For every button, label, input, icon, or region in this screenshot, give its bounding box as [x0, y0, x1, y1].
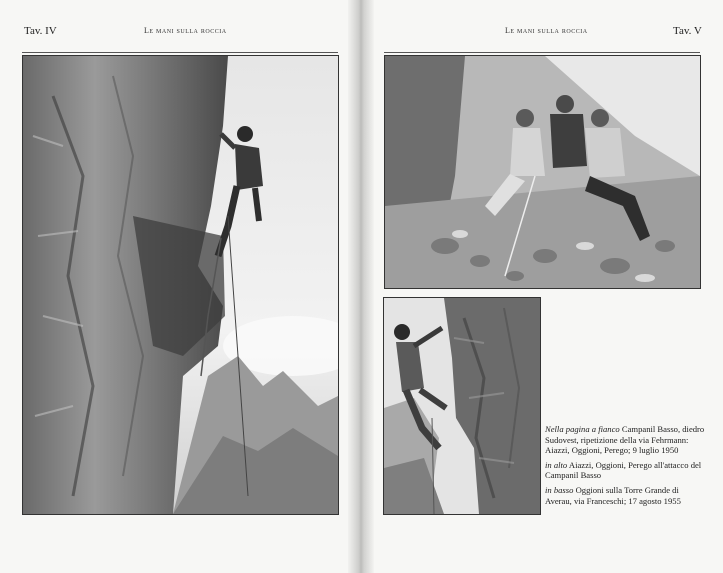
three-climbers-photo — [384, 55, 701, 289]
caption-bottom — [545, 485, 705, 506]
header-rule-right — [384, 52, 700, 53]
plate-number-left: Tav. IV — [24, 25, 57, 37]
book-gutter — [348, 0, 374, 573]
caption-text: Aiazzi, Oggioni, Perego all'attacco del Campanil Basso — [545, 459, 702, 481]
climber-overhang-photo — [22, 55, 339, 515]
caption-text: Oggioni sulla Torre Grande di Averau, via Franceschi; 17 agosto 1955 — [545, 484, 681, 506]
climber-torre-photo — [383, 297, 541, 515]
running-head-right: Le mani sulla roccia — [505, 26, 588, 35]
photo-captions — [545, 424, 705, 510]
caption-lead: in alto — [545, 459, 568, 470]
caption-text: Campanil Basso, diedro Sudovest, ripetizione della via Fehrmann: Aiazzi, Oggioni, Perego; 9 luglio 1950 — [545, 424, 705, 456]
running-head-left: Le mani sulla roccia — [144, 26, 227, 35]
caption-lead: in basso — [545, 484, 574, 495]
caption-top — [545, 460, 705, 481]
three-climbers-image — [385, 56, 700, 288]
caption-facing-page — [545, 424, 705, 456]
caption-lead: Nella pagina a fianco — [545, 424, 620, 434]
header-rule-left — [22, 52, 338, 53]
climber-torre-image — [384, 298, 540, 514]
climber-overhang-image — [23, 56, 338, 514]
plate-number-right: Tav. V — [673, 25, 702, 37]
